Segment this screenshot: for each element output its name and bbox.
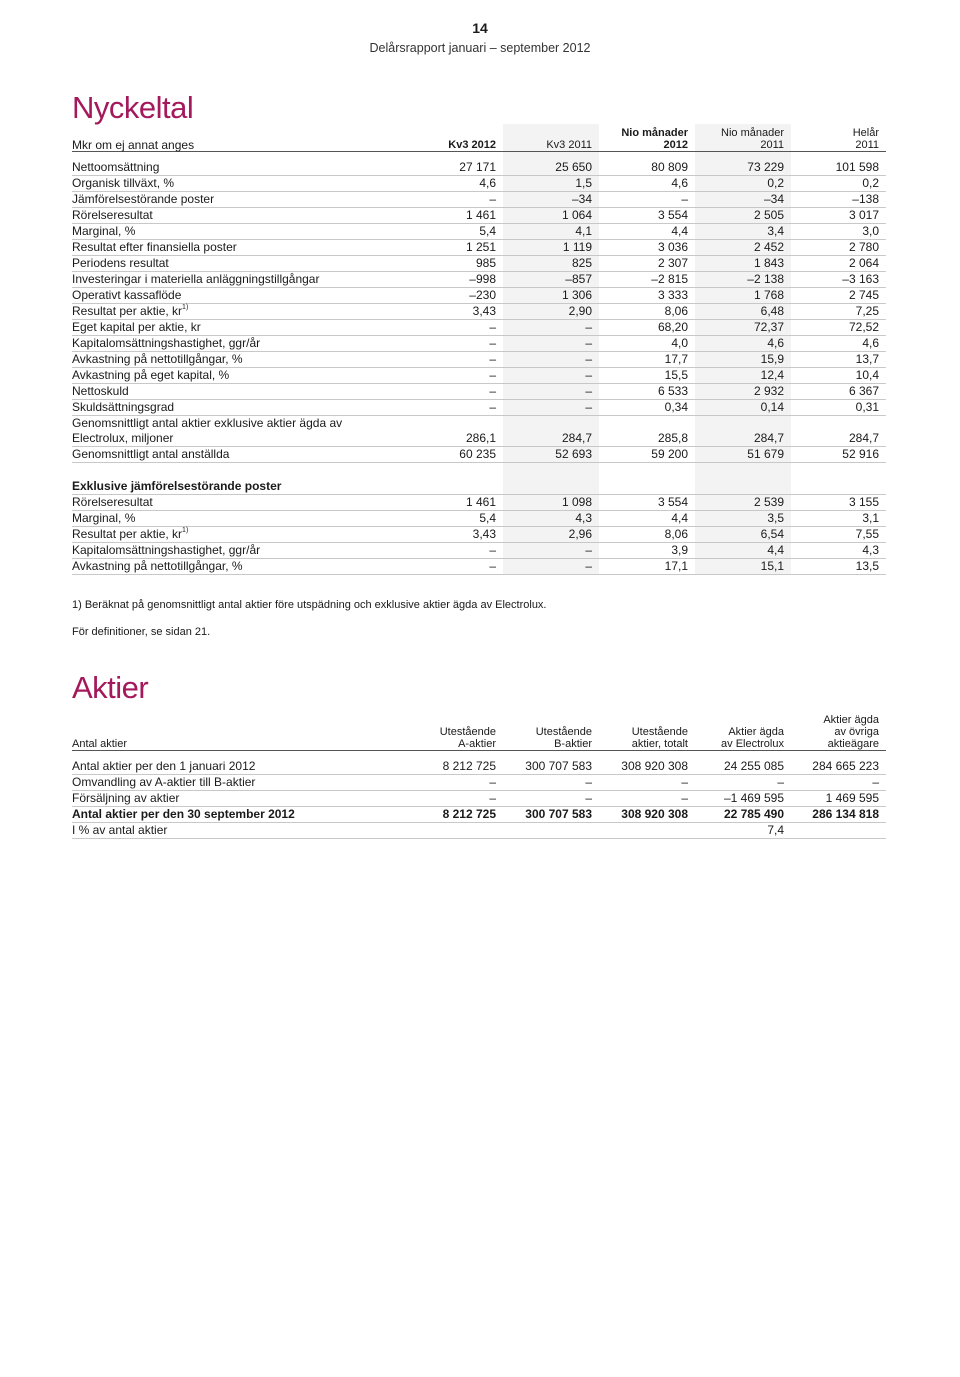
cell-value: – xyxy=(503,775,599,791)
table-row xyxy=(72,823,886,839)
cell-value: 985 xyxy=(407,256,503,272)
cell-value: 2,96 xyxy=(503,527,599,543)
table-row xyxy=(72,288,886,304)
cell-value: –2 815 xyxy=(599,272,695,288)
subsection-title: Exklusive jämförelsestörande poster xyxy=(72,479,407,495)
cell-value: – xyxy=(407,368,503,384)
cell-value: 17,7 xyxy=(599,352,695,368)
table-row xyxy=(72,272,886,288)
cell-value: 4,3 xyxy=(791,543,886,559)
cell-value: 3,43 xyxy=(407,527,503,543)
cell-value: 2 064 xyxy=(791,256,886,272)
table-row xyxy=(72,224,886,240)
cell-value: – xyxy=(599,775,695,791)
cell-value: 4,4 xyxy=(599,224,695,240)
cell-value: 1 843 xyxy=(695,256,791,272)
cell-value: 73 229 xyxy=(695,160,791,176)
cell-value: 8 212 725 xyxy=(407,759,503,775)
cell-value: 3,43 xyxy=(407,304,503,320)
table-row xyxy=(72,791,886,807)
cell-value: 0,2 xyxy=(791,176,886,192)
row-label: Nettoskuld xyxy=(72,384,407,400)
cell-value: 68,20 xyxy=(599,320,695,336)
cell-value: 284,7 xyxy=(791,416,886,447)
cell-value: – xyxy=(599,192,695,208)
column-header-a-aktier: Utestående A-aktier xyxy=(407,713,503,751)
cell-value: 3 554 xyxy=(599,495,695,511)
table-row xyxy=(72,511,886,527)
row-label: Periodens resultat xyxy=(72,256,407,272)
cell-value: 2 932 xyxy=(695,384,791,400)
cell-value: 2 307 xyxy=(599,256,695,272)
cell-value: 52 693 xyxy=(503,447,599,463)
table-row xyxy=(72,320,886,336)
cell-value: 101 598 xyxy=(791,160,886,176)
cell-value: 3,5 xyxy=(695,511,791,527)
cell-value: – xyxy=(407,791,503,807)
cell-value: 3 036 xyxy=(599,240,695,256)
table-row xyxy=(72,775,886,791)
cell-value: –230 xyxy=(407,288,503,304)
key-figures-header-label: Mkr om ej annat anges xyxy=(72,124,407,152)
cell-value: 7,55 xyxy=(791,527,886,543)
cell-value: 284,7 xyxy=(503,416,599,447)
cell-value: 72,52 xyxy=(791,320,886,336)
cell-value: 4,4 xyxy=(599,511,695,527)
cell-value: 4,1 xyxy=(503,224,599,240)
cell-value: – xyxy=(503,384,599,400)
cell-value: 24 255 085 xyxy=(695,759,791,775)
cell-value: –2 138 xyxy=(695,272,791,288)
table-row xyxy=(72,543,886,559)
cell-value: 300 707 583 xyxy=(503,807,599,823)
cell-value: 15,1 xyxy=(695,559,791,575)
cell-value: 6,48 xyxy=(695,304,791,320)
cell-value: 2 505 xyxy=(695,208,791,224)
cell-value: – xyxy=(503,559,599,575)
cell-value: 3 017 xyxy=(791,208,886,224)
table-row xyxy=(72,160,886,176)
cell-value: 300 707 583 xyxy=(503,759,599,775)
cell-value: – xyxy=(695,775,791,791)
table-row xyxy=(72,336,886,352)
cell-value: 5,4 xyxy=(407,224,503,240)
cell-value: – xyxy=(599,791,695,807)
cell-value: 285,8 xyxy=(599,416,695,447)
cell-value: 4,6 xyxy=(599,176,695,192)
row-label: Eget kapital per aktie, kr xyxy=(72,320,407,336)
column-header-kv3-2012: Kv3 2012 xyxy=(407,124,503,152)
cell-value: 2 539 xyxy=(695,495,791,511)
cell-value: 6,54 xyxy=(695,527,791,543)
cell-value: – xyxy=(407,543,503,559)
cell-value: 3,4 xyxy=(695,224,791,240)
column-header-nio-manader-2012: Nio månader 2012 xyxy=(599,124,695,152)
cell-value: 3 333 xyxy=(599,288,695,304)
cell-value: 2 780 xyxy=(791,240,886,256)
cell-value: 1 064 xyxy=(503,208,599,224)
cell-value: 60 235 xyxy=(407,447,503,463)
cell-value xyxy=(599,823,695,839)
cell-value: 3,0 xyxy=(791,224,886,240)
key-figures-title: Nyckeltal xyxy=(72,90,194,125)
row-label: Jämförelsestörande poster xyxy=(72,192,407,208)
table-row xyxy=(72,384,886,400)
cell-value: 52 916 xyxy=(791,447,886,463)
row-label: Resultat per aktie, $kr^{1)}$ xyxy=(72,304,407,320)
row-label: Avkastning på nettotillgångar, % xyxy=(72,352,407,368)
cell-value: 0,14 xyxy=(695,400,791,416)
cell-value: 51 679 xyxy=(695,447,791,463)
table-row xyxy=(72,559,886,575)
cell-value: – xyxy=(503,336,599,352)
table-row xyxy=(72,256,886,272)
cell-value: 13,7 xyxy=(791,352,886,368)
cell-value: 1,5 xyxy=(503,176,599,192)
cell-value: 15,9 xyxy=(695,352,791,368)
cell-value: 3,9 xyxy=(599,543,695,559)
shares-table xyxy=(72,713,886,839)
cell-value: –138 xyxy=(791,192,886,208)
cell-value: – xyxy=(503,352,599,368)
row-label: Avkastning på nettotillgångar, % xyxy=(72,559,407,575)
cell-value: 22 785 490 xyxy=(695,807,791,823)
cell-value: 4,6 xyxy=(407,176,503,192)
row-label: Antal aktier per den 30 september 2012 xyxy=(72,807,407,823)
cell-value: 5,4 xyxy=(407,511,503,527)
cell-value: 4,0 xyxy=(599,336,695,352)
cell-value: – xyxy=(407,192,503,208)
cell-value: 6 367 xyxy=(791,384,886,400)
cell-value: – xyxy=(503,400,599,416)
cell-value: – xyxy=(407,336,503,352)
cell-value: 1 461 xyxy=(407,495,503,511)
row-label: Genomsnittligt antal aktier exklusive aktier ägda av Electrolux, miljoner xyxy=(72,416,407,447)
cell-value: –857 xyxy=(503,272,599,288)
cell-value: 1 306 xyxy=(503,288,599,304)
row-label: Resultat efter finansiella poster xyxy=(72,240,407,256)
cell-value: 72,37 xyxy=(695,320,791,336)
cell-value: 825 xyxy=(503,256,599,272)
cell-value: 17,1 xyxy=(599,559,695,575)
cell-value: 4,4 xyxy=(695,543,791,559)
page-number: 14 xyxy=(472,20,488,36)
row-label: Marginal, % xyxy=(72,511,407,527)
cell-value: 12,4 xyxy=(695,368,791,384)
shares-header-label: Antal aktier xyxy=(72,713,407,751)
cell-value: 4,6 xyxy=(695,336,791,352)
row-label: Försäljning av aktier xyxy=(72,791,407,807)
cell-value: 2 452 xyxy=(695,240,791,256)
table-row xyxy=(72,416,886,447)
shares-title: Aktier xyxy=(72,670,149,705)
table-row xyxy=(72,368,886,384)
cell-value: – xyxy=(407,384,503,400)
cell-value: 308 920 308 xyxy=(599,759,695,775)
cell-value: 7,4 xyxy=(695,823,791,839)
row-label: Antal aktier per den 1 januari 2012 xyxy=(72,759,407,775)
row-label: Kapitalomsättningshastighet, ggr/år xyxy=(72,336,407,352)
key-figures-table xyxy=(72,124,886,575)
cell-value xyxy=(791,823,886,839)
cell-value: 1 251 xyxy=(407,240,503,256)
cell-value xyxy=(407,823,503,839)
cell-value: – xyxy=(407,400,503,416)
cell-value: – xyxy=(503,543,599,559)
footnote-eps: 1) Beräknat på genomsnittligt antal aktier före utspädning och exklusive aktier ägda av Electrolux. xyxy=(72,599,547,611)
cell-value: 6 533 xyxy=(599,384,695,400)
row-label: Omvandling av A-aktier till B-aktier xyxy=(72,775,407,791)
row-label: Organisk tillväxt, % xyxy=(72,176,407,192)
row-label: Marginal, % xyxy=(72,224,407,240)
cell-value: 284 665 223 xyxy=(791,759,886,775)
cell-value: – xyxy=(407,775,503,791)
cell-value: 8,06 xyxy=(599,304,695,320)
cell-value: 59 200 xyxy=(599,447,695,463)
cell-value: –1 469 595 xyxy=(695,791,791,807)
footnote-marker: 1) xyxy=(182,527,189,534)
row-label: Genomsnittligt antal anställda xyxy=(72,447,407,463)
cell-value: – xyxy=(407,320,503,336)
column-header-helar-2011: Helår 2011 xyxy=(791,124,886,152)
cell-value: – xyxy=(503,368,599,384)
column-header-ovriga-aktieagare: Aktier ägda av övriga aktieägare xyxy=(791,713,886,751)
cell-value: 284,7 xyxy=(695,416,791,447)
row-label: Rörelseresultat xyxy=(72,495,407,511)
cell-value: –34 xyxy=(503,192,599,208)
cell-value: – xyxy=(791,775,886,791)
cell-value: – xyxy=(503,320,599,336)
row-label: Skuldsättningsgrad xyxy=(72,400,407,416)
row-label: Rörelseresultat xyxy=(72,208,407,224)
table-row xyxy=(72,807,886,823)
row-label: Avkastning på eget kapital, % xyxy=(72,368,407,384)
column-header-kv3-2011: Kv3 2011 xyxy=(503,124,599,152)
cell-value: 13,5 xyxy=(791,559,886,575)
cell-value: 4,3 xyxy=(503,511,599,527)
row-label: Nettoomsättning xyxy=(72,160,407,176)
table-row xyxy=(72,240,886,256)
cell-value: 15,5 xyxy=(599,368,695,384)
row-label: Investeringar i materiella anläggningstillgångar xyxy=(72,272,407,288)
row-label: Resultat per aktie, $kr^{1)}$ xyxy=(72,527,407,543)
cell-value: 80 809 xyxy=(599,160,695,176)
footnote-definitions: För definitioner, se sidan 21. xyxy=(72,626,211,638)
cell-value: – xyxy=(503,791,599,807)
footnote-marker: 1) xyxy=(182,304,189,311)
column-header-nio-manader-2011: Nio månader 2011 xyxy=(695,124,791,152)
table-row xyxy=(72,208,886,224)
cell-value: 3 155 xyxy=(791,495,886,511)
table-row xyxy=(72,192,886,208)
cell-value: 25 650 xyxy=(503,160,599,176)
table-row xyxy=(72,527,886,543)
cell-value: 3,1 xyxy=(791,511,886,527)
cell-value: 8,06 xyxy=(599,527,695,543)
cell-value xyxy=(503,823,599,839)
cell-value: 10,4 xyxy=(791,368,886,384)
cell-value: –998 xyxy=(407,272,503,288)
cell-value: 3 554 xyxy=(599,208,695,224)
cell-value: 7,25 xyxy=(791,304,886,320)
cell-value: 0,31 xyxy=(791,400,886,416)
table-row xyxy=(72,352,886,368)
column-header-b-aktier: Utestående B-aktier xyxy=(503,713,599,751)
cell-value: 308 920 308 xyxy=(599,807,695,823)
cell-value: 1 119 xyxy=(503,240,599,256)
table-row xyxy=(72,495,886,511)
cell-value: 1 098 xyxy=(503,495,599,511)
table-row xyxy=(72,400,886,416)
cell-value: 0,2 xyxy=(695,176,791,192)
column-header-agda-av-electrolux: Aktier ägda av Electrolux xyxy=(695,713,791,751)
cell-value: 8 212 725 xyxy=(407,807,503,823)
cell-value: 1 768 xyxy=(695,288,791,304)
cell-value: 1 469 595 xyxy=(791,791,886,807)
table-row xyxy=(72,759,886,775)
table-row xyxy=(72,304,886,320)
cell-value: –3 163 xyxy=(791,272,886,288)
cell-value: 2 745 xyxy=(791,288,886,304)
cell-value: 4,6 xyxy=(791,336,886,352)
row-label: I % av antal aktier xyxy=(72,823,407,839)
page-subtitle: Delårsrapport januari – september 2012 xyxy=(369,41,591,55)
column-header-aktier-totalt: Utestående aktier, totalt xyxy=(599,713,695,751)
table-row xyxy=(72,176,886,192)
cell-value: 27 171 xyxy=(407,160,503,176)
cell-value: 1 461 xyxy=(407,208,503,224)
row-label: Kapitalomsättningshastighet, ggr/år xyxy=(72,543,407,559)
cell-value: 286,1 xyxy=(407,416,503,447)
cell-value: 0,34 xyxy=(599,400,695,416)
subsection-header xyxy=(72,479,886,495)
cell-value: – xyxy=(407,559,503,575)
cell-value: 2,90 xyxy=(503,304,599,320)
cell-value: 286 134 818 xyxy=(791,807,886,823)
cell-value: –34 xyxy=(695,192,791,208)
table-row xyxy=(72,447,886,463)
cell-value: – xyxy=(407,352,503,368)
row-label: Operativt kassaflöde xyxy=(72,288,407,304)
